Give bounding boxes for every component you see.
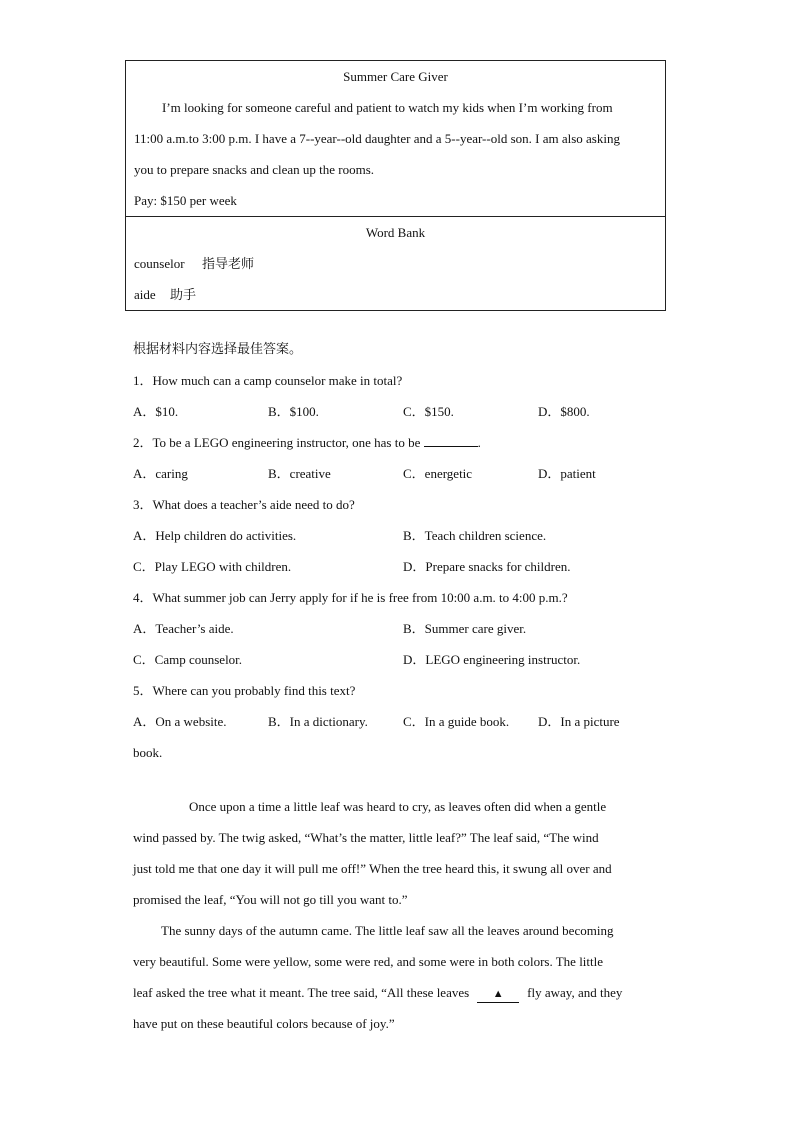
story-passage xyxy=(133,791,663,1039)
question-options xyxy=(133,551,673,582)
care-giver-text: I’m looking for someone careful and patient to watch my kids when I’m working from xyxy=(162,100,613,115)
option[interactable]: B．Summer care giver. xyxy=(403,621,527,636)
option[interactable]: C．Play LEGO with children. xyxy=(133,559,292,574)
triangle-blank-icon: ▲ xyxy=(477,986,519,1003)
word-bank-title: Word Bank xyxy=(365,225,426,240)
option[interactable]: C．Camp counselor. xyxy=(133,652,243,667)
question-stem xyxy=(133,427,673,458)
option[interactable]: A．Help children do activities. xyxy=(133,528,297,543)
story-line: very beautiful. Some were yellow, some were red, and some were in both colors. The little xyxy=(133,954,604,969)
word-bank-cell xyxy=(126,216,665,310)
question-stem: 3．What does a teacher’s aide need to do? xyxy=(133,497,355,512)
option[interactable]: B．Teach children science. xyxy=(403,528,547,543)
questions-section xyxy=(133,334,673,768)
question-stem-text: 2．To be a LEGO engineering instructor, one has to be xyxy=(133,435,421,450)
question-options xyxy=(133,458,673,489)
option[interactable]: C．energetic xyxy=(403,466,473,481)
story-text: leaf asked the tree what it meant. The tree said, “All these leaves xyxy=(133,985,470,1000)
word-bank-term: aide xyxy=(134,287,156,302)
care-giver-title: Summer Care Giver xyxy=(343,69,448,84)
option[interactable]: D．$800. xyxy=(538,404,590,419)
story-line: The sunny days of the autumn came. The little leaf saw all the leaves around becoming xyxy=(161,923,614,938)
question-stem: 1．How much can a camp counselor make in total? xyxy=(133,373,403,388)
option[interactable]: A．Teacher’s aide. xyxy=(133,621,234,636)
question-stem: 5．Where can you probably find this text? xyxy=(133,683,356,698)
word-bank-meaning: 指导老师 xyxy=(202,257,255,272)
answer-blank xyxy=(424,432,478,447)
job-ads-table xyxy=(125,60,666,311)
option[interactable]: A．$10. xyxy=(133,404,179,419)
story-line: just told me that one day it will pull me off!” When the tree heard this, it swung all over and xyxy=(133,861,612,876)
question-options xyxy=(133,613,673,644)
question-options xyxy=(133,706,673,737)
care-giver-text: you to prepare snacks and clean up the rooms. xyxy=(134,162,375,177)
care-giver-cell xyxy=(126,61,665,216)
option[interactable]: B．In a dictionary. xyxy=(268,714,368,729)
option[interactable]: B．$100. xyxy=(268,404,319,419)
story-text: fly away, and they xyxy=(527,985,623,1000)
question-stem-end: . xyxy=(477,435,481,450)
story-line xyxy=(133,977,663,1008)
option[interactable]: D．In a picture xyxy=(538,714,620,729)
word-bank-entry xyxy=(134,279,657,310)
care-giver-pay: Pay: $150 per week xyxy=(134,193,237,208)
story-line: promised the leaf, “You will not go till you want to.” xyxy=(133,892,408,907)
story-line: wind passed by. The twig asked, “What’s the matter, little leaf?” The leaf said, “The wind xyxy=(133,830,599,845)
word-bank-meaning: 助手 xyxy=(170,288,197,303)
option[interactable]: A．On a website. xyxy=(133,714,227,729)
question-options xyxy=(133,396,673,427)
option-wrap: book. xyxy=(133,745,163,760)
question-options xyxy=(133,644,673,675)
story-line: have put on these beautiful colors because of joy.” xyxy=(133,1016,395,1031)
story-line: Once upon a time a little leaf was heard to cry, as leaves often did when a gentle xyxy=(189,799,607,814)
instruction: 根据材料内容选择最佳答案。 xyxy=(133,342,303,357)
question-stem: 4．What summer job can Jerry apply for if he is free from 10:00 a.m. to 4:00 p.m.? xyxy=(133,590,568,605)
word-bank-entry xyxy=(134,248,657,279)
option[interactable]: C．$150. xyxy=(403,404,454,419)
option[interactable]: A．caring xyxy=(133,466,188,481)
option[interactable]: D．Prepare snacks for children. xyxy=(403,559,571,574)
question-options xyxy=(133,520,673,551)
option[interactable]: C．In a guide book. xyxy=(403,714,510,729)
word-bank-term: counselor xyxy=(134,256,185,271)
option[interactable]: B．creative xyxy=(268,466,331,481)
care-giver-text: 11:00 a.m.to 3:00 p.m. I have a 7--year--old daughter and a 5--year--old son. I am also asking xyxy=(134,131,620,146)
option[interactable]: D．patient xyxy=(538,466,596,481)
option[interactable]: D．LEGO engineering instructor. xyxy=(403,652,581,667)
